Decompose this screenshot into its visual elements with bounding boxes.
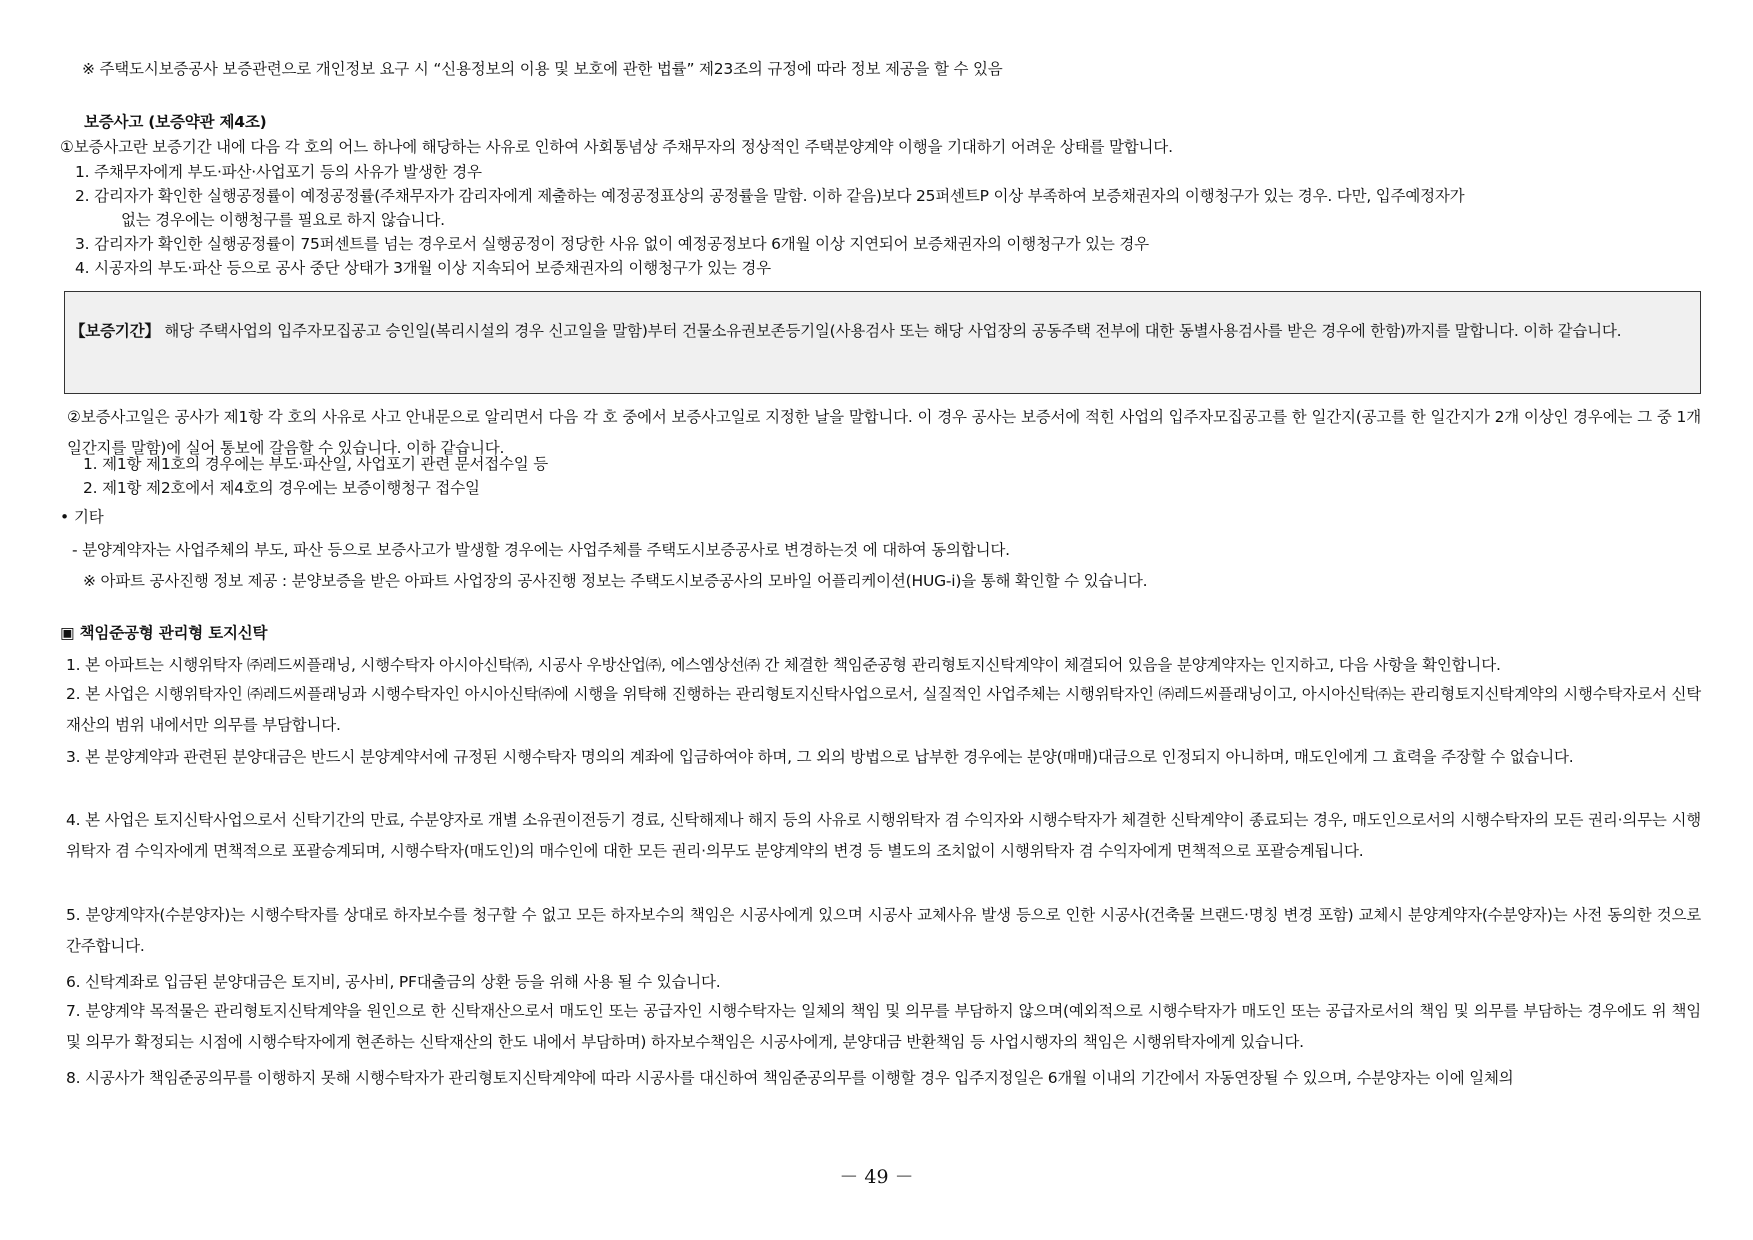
accident-date-item-2: 2. 제1항 제2호에서 제4호의 경우에는 보증이행청구 접수일: [83, 479, 480, 497]
trust-item-3: 3. 본 분양계약과 관련된 분양대금은 반드시 분양계약서에 규정된 시행수탁자 명의의 계좌에 입금하여야 하며, 그 외의 방법으로 납부한 경우에는 분양(매매)대금으로 인정되지 아니하며, 매도인에게 그 효력을 주장할 수 없습니다.: [66, 748, 1574, 766]
trust-item-8: 8. 시공사가 책임준공의무를 이행하지 못해 시행수탁자가 관리형토지신탁계약에 따라 시공사를 대신하여 책임준공의무를 이행할 경우 입주지정일은 6개월 이내의 기간에서 자동연장될 수 있으며, 수분양자는 이에 일체의: [66, 1069, 1514, 1087]
page-number: － 49 －: [839, 1166, 914, 1188]
accident-date-item-1: 1. 제1항 제1호의 경우에는 부도·파산일, 사업포기 관련 문서접수일 등: [83, 455, 549, 473]
trust-heading: ▣ 책임준공형 관리형 토지신탁: [60, 624, 268, 642]
trust-item-5: 5. 분양계약자(수분양자)는 시행수탁자를 상대로 하자보수를 청구할 수 없고 모든 하자보수의 책임은 시공사에게 있으며 시공사 교체사유 발생 등으로 인한 시공사(건축물 브랜드·명칭 변경 포함) 교체시 분양계약자(수분양자)는 사전 동의한 것으로 간주합니다.: [66, 906, 1701, 955]
guarantee-period-box: [64, 291, 1701, 394]
accident-date-paragraph: ②보증사고일은 공사가 제1항 각 호의 사유로 사고 안내문으로 알리면서 다음 각 호 중에서 보증사고일로 지정한 날을 말합니다. 이 경우 공사는 보증서에 적힌 사업의 입주자모집공고를 한 일간지(공고를 한 일간지가 2개 이상인 경우에는 그 중 1개 일간지를 말함)에 실어 통보에 갈음할 수 있습니다. 이하 같습니다.: [67, 408, 1701, 457]
etc-progress-info-note: ※ 아파트 공사진행 정보 제공 : 분양보증을 받은 아파트 사업장의 공사진행 정보는 주택도시보증공사의 모바일 어플리케이션(HUG-i)을 통해 확인할 수 있습니다.: [83, 572, 1148, 590]
guarantee-period-label: 【보증기간】: [70, 322, 160, 340]
trust-item-2: 2. 본 사업은 시행위탁자인 ㈜레드씨플래닝과 시행수탁자인 아시아신탁㈜에 시행을 위탁해 진행하는 관리형토지신탁사업으로서, 실질적인 사업주체는 시행위탁자인 ㈜레드씨플래닝이고, 아시아신탁㈜는 관리형토지신탁계약의 시행수탁자로서 신탁재산의 범위 내에서만 의무를 부담합니다.: [66, 685, 1701, 734]
guarantee-period-text: [70, 320, 1692, 342]
trust-item-4: 4. 본 사업은 토지신탁사업으로서 신탁기간의 만료, 수분양자로 개별 소유권이전등기 경료, 신탁해제나 해지 등의 사유로 시행위탁자 겸 수익자와 시행수탁자가 체결한 신탁계약이 종료되는 경우, 매도인으로서의 시행수탁자의 모든 권리·의무는 시행위탁자 겸 수익자에게 면책적으로 포괄승계되며, 시행수탁자(매도인)의 매수인에 대한 모든 권리·의무도 분양계약의 변경 등 별도의 조치없이 시행위탁자 겸 수익자에게 면책적으로 포괄승계됩니다.: [66, 811, 1701, 860]
trust-item-7: 7. 분양계약 목적물은 관리형토지신탁계약을 원인으로 한 신탁재산으로서 매도인 또는 공급자인 시행수탁자는 일체의 책임 및 의무를 부담하지 않으며(예외적으로 시행수탁자가 매도인 또는 공급자로서의 책임 및 의무를 부담하는 경우에도 위 책임 및 의무가 확정되는 시점에 시행수탁자에게 현존하는 신탁재산의 한도 내에서 부담하며) 하자보수책임은 시공사에게, 분양대금 반환책임 등 사업시행자의 책임은 시행위탁자에게 있습니다.: [66, 1002, 1701, 1051]
accident-item-1: 1. 주채무자에게 부도·파산·사업포기 등의 사유가 발생한 경우: [75, 163, 482, 181]
etc-consent-line: - 분양계약자는 사업주체의 부도, 파산 등으로 보증사고가 발생할 경우에는 사업주체를 주택도시보증공사로 변경하는것 에 대하여 동의합니다.: [72, 541, 1010, 559]
personal-info-note: ※ 주택도시보증공사 보증관련으로 개인정보 요구 시 “신용정보의 이용 및 보호에 관한 법률” 제23조의 규정에 따라 정보 제공을 할 수 있음: [82, 60, 1003, 78]
accident-item-2: 2. 감리자가 확인한 실행공정률이 예정공정률(주채무자가 감리자에게 제출하는 예정공정표상의 공정률을 말함. 이하 같음)보다 25퍼센트P 이상 부족하여 보증채권자의 이행청구가 있는 경우. 다만, 입주예정자가: [75, 187, 1465, 205]
trust-item-6: 6. 신탁계좌로 입금된 분양대금은 토지비, 공사비, PF대출금의 상환 등을 위해 사용 될 수 있습니다.: [66, 973, 721, 991]
accident-item-3: 3. 감리자가 확인한 실행공정률이 75퍼센트를 넘는 경우로서 실행공정이 정당한 사유 없이 예정공정보다 6개월 이상 지연되어 보증채권자의 이행청구가 있는 경우: [75, 235, 1149, 253]
accident-paragraph-1: ①보증사고란 보증기간 내에 다음 각 호의 어느 하나에 해당하는 사유로 인하여 사회통념상 주채무자의 정상적인 주택분양계약 이행을 기대하기 어려운 상태를 말합니다.: [60, 138, 1173, 156]
accident-item-4: 4. 시공자의 부도·파산 등으로 공사 중단 상태가 3개월 이상 지속되어 보증채권자의 이행청구가 있는 경우: [75, 259, 771, 277]
guarantee-accident-heading: 보증사고 (보증약관 제4조): [84, 113, 267, 131]
etc-label: 기타: [74, 508, 104, 526]
etc-bullet: •: [60, 508, 69, 526]
guarantee-period-body: 해당 주택사업의 입주자모집공고 승인일(복리시설의 경우 신고일을 말함)부터 건물소유권보존등기일(사용검사 또는 해당 사업장의 공동주택 전부에 대한 동별사용검사를 받은 경우에 한함)까지를 말합니다. 이하 같습니다.: [159, 322, 1622, 340]
trust-item-1: 1. 본 아파트는 시행위탁자 ㈜레드씨플래닝, 시행수탁자 아시아신탁㈜, 시공사 우방산업㈜, 에스엠상선㈜ 간 체결한 책임준공형 관리형토지신탁계약이 체결되어 있음을 분양계약자는 인지하고, 다음 사항을 확인합니다.: [66, 656, 1501, 674]
accident-item-2-continued: 없는 경우에는 이행청구를 필요로 하지 않습니다.: [121, 211, 445, 229]
